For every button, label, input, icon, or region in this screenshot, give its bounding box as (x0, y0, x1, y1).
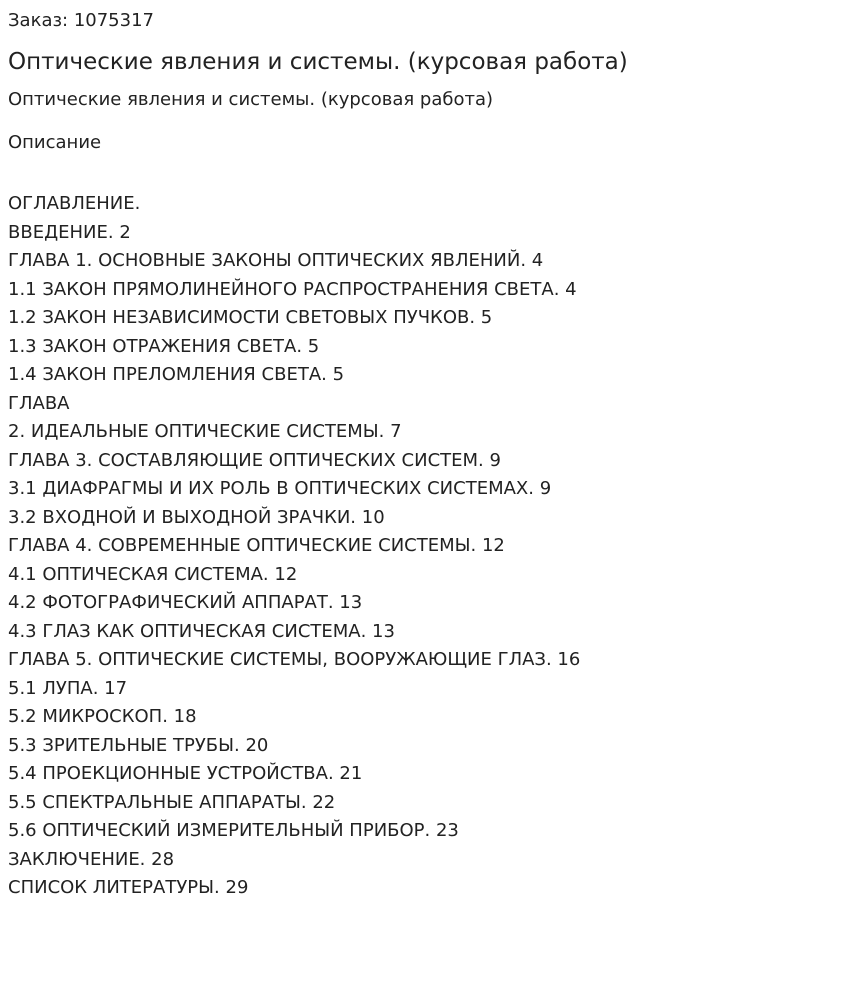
description-heading: Описание (8, 132, 102, 153)
toc-item: 1.3 ЗАКОН ОТРАЖЕНИЯ СВЕТА. 5 (8, 335, 320, 357)
toc-item: ГЛАВА (8, 392, 70, 414)
toc-item: ОГЛАВЛЕНИЕ. (8, 193, 141, 214)
toc-item: 4.2 ФОТОГРАФИЧЕСКИЙ АППАРАТ. 13 (8, 592, 363, 613)
toc-item: СПИСОК ЛИТЕРАТУРЫ. 29 (8, 877, 249, 898)
order-number: Заказ: 1075317 (8, 10, 154, 31)
toc-item: 5.6 ОПТИЧЕСКИЙ ИЗМЕРИТЕЛЬНЫЙ ПРИБОР. 23 (8, 820, 459, 841)
toc-item: 4.3 ГЛАЗ КАК ОПТИЧЕСКАЯ СИСТЕМА. 13 (8, 620, 395, 642)
toc-item: 1.1 ЗАКОН ПРЯМОЛИНЕЙНОГО РАСПРОСТРАНЕНИЯ СВЕТА. 4 (8, 278, 577, 300)
toc-item: ГЛАВА 5. ОПТИЧЕСКИЕ СИСТЕМЫ, ВООРУЖАЮЩИЕ ГЛАЗ. 16 (8, 649, 581, 670)
toc-item: ГЛАВА 1. ОСНОВНЫЕ ЗАКОНЫ ОПТИЧЕСКИХ ЯВЛЕНИЙ. 4 (8, 250, 544, 271)
toc-item: 3.2 ВХОДНОЙ И ВЫХОДНОЙ ЗРАЧКИ. 10 (8, 506, 385, 528)
toc-item: 5.5 СПЕКТРАЛЬНЫЕ АППАРАТЫ. 22 (8, 791, 336, 813)
toc-item: 5.4 ПРОЕКЦИОННЫЕ УСТРОЙСТВА. 21 (8, 763, 363, 784)
toc-item: 3.1 ДИАФРАГМЫ И ИХ РОЛЬ В ОПТИЧЕСКИХ СИСТЕМАХ. 9 (8, 478, 552, 499)
toc-item: 5.1 ЛУПА. 17 (8, 677, 128, 699)
toc-item: ГЛАВА 4. СОВРЕМЕННЫЕ ОПТИЧЕСКИЕ СИСТЕМЫ. 12 (8, 535, 505, 556)
toc-item: 1.2 ЗАКОН НЕЗАВИСИМОСТИ СВЕТОВЫХ ПУЧКОВ. 5 (8, 307, 493, 328)
toc-item: ГЛАВА 3. СОСТАВЛЯЮЩИЕ ОПТИЧЕСКИХ СИСТЕМ. 9 (8, 449, 501, 471)
toc-item: 5.2 МИКРОСКОП. 18 (8, 706, 197, 727)
toc-item: 2. ИДЕАЛЬНЫЕ ОПТИЧЕСКИЕ СИСТЕМЫ. 7 (8, 421, 402, 442)
toc-item: ВВЕДЕНИЕ. 2 (8, 221, 131, 243)
page-title: Оптические явления и системы. (курсовая работа) (8, 49, 628, 75)
toc-item: 1.4 ЗАКОН ПРЕЛОМЛЕНИЯ СВЕТА. 5 (8, 364, 345, 385)
toc-item: 4.1 ОПТИЧЕСКАЯ СИСТЕМА. 12 (8, 563, 298, 585)
page-subtitle: Оптические явления и системы. (курсовая работа) (8, 89, 494, 110)
table-of-contents (8, 190, 580, 903)
toc-item: 5.3 ЗРИТЕЛЬНЫЕ ТРУБЫ. 20 (8, 734, 269, 756)
toc-item: ЗАКЛЮЧЕНИЕ. 28 (8, 848, 175, 870)
